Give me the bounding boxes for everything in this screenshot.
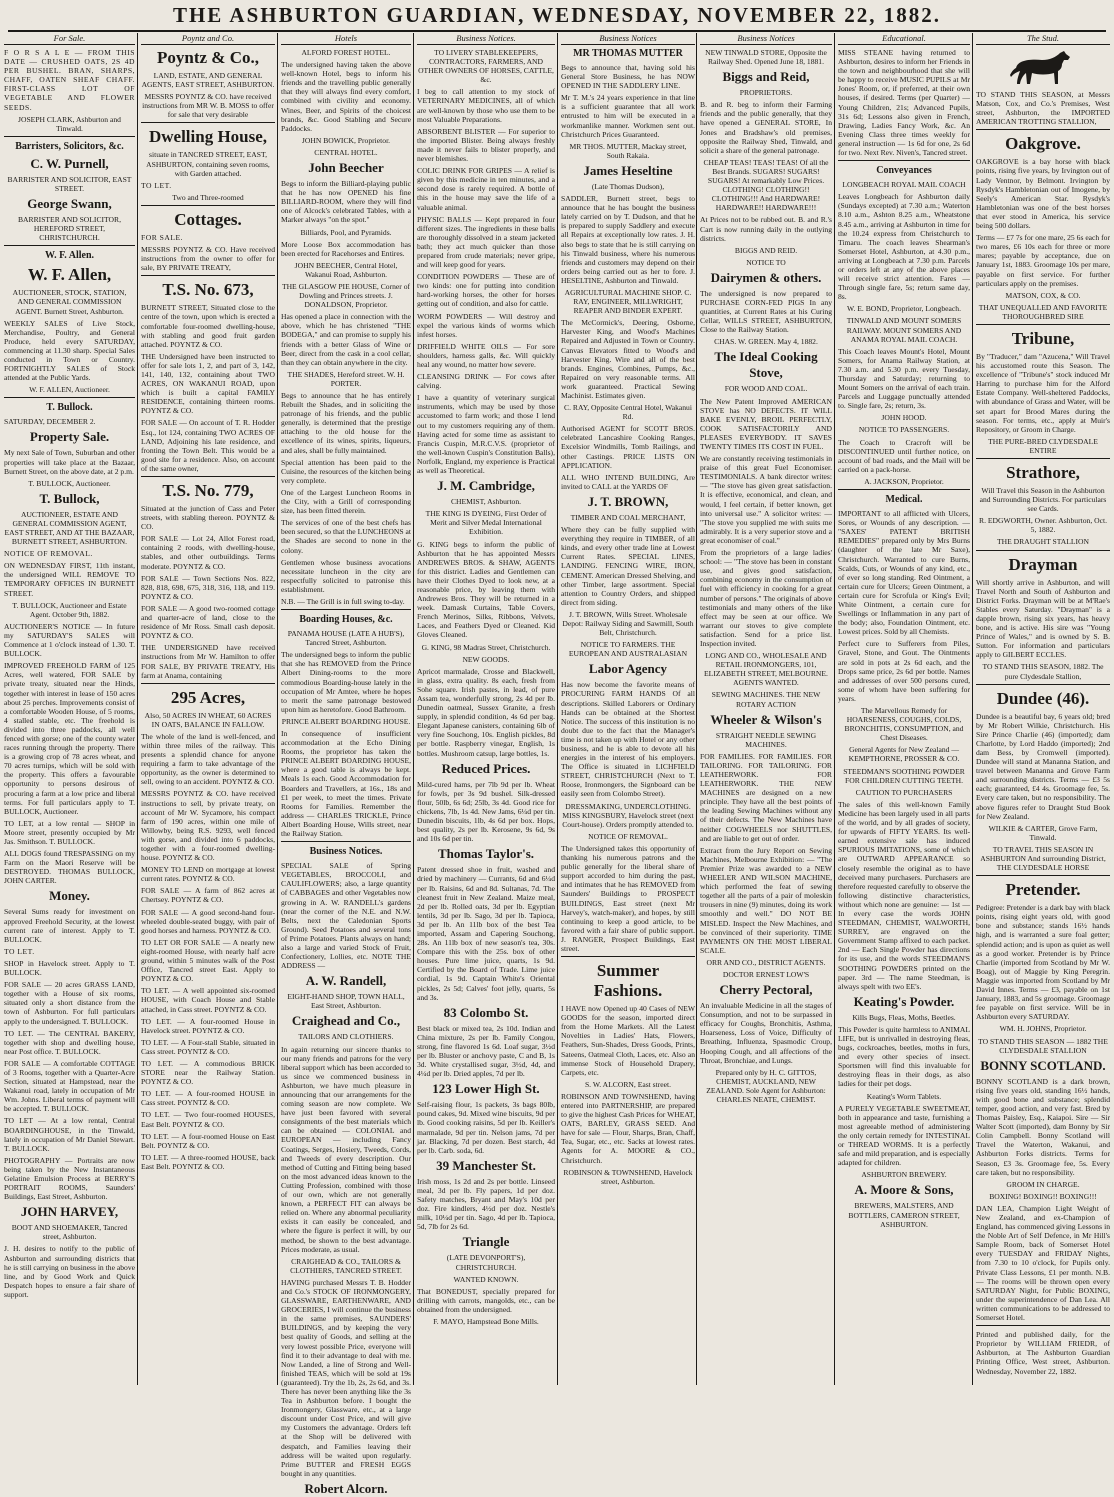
ad-text: TO LET, at a low rental — SHOP in Moore street, presently occupied by Mr Jas. Smithson. T. BULLOCK. — [4, 818, 135, 846]
ad-headline: Poyntz & Co., — [157, 48, 259, 67]
ad-text: Begs to announce that he has entirely Rebuilt the Shades, and in soliciting the patronage of his friends, and the public generally, is determined that the prestige attaching to the old house for the excellence of its wines, spirits, liqueurs, and ales, shall be fully maintained. — [281, 391, 411, 455]
ad-text: CHEMIST, Ashburton. — [450, 497, 522, 507]
ad-text: G. KING begs to inform the public of Ashburton that he has appointed Messrs ANDREWES BROS. & SHAW, AGENTS for this district. Ladies and Gentlemen can have their Clothes Dyed to look new, at a reasonable price, by leaving them with Andrewes Bros. They will be returned in a week. Damask Curtains, Table Covers, French Merinos, Silks, Ribbons, Velvets, Laces, and Feathers Dyed or Cleaned. Kid Gloves Cleaned. — [417, 539, 555, 640]
ad-text: EIGHT-HAND SHOP, TOWN HALL, East Street, Ashburton. — [287, 992, 405, 1011]
ad-text: WM. H. JOHNS, Proprietor. — [999, 1024, 1087, 1034]
ad-divider — [561, 956, 695, 957]
ad-text: AUCTIONEER'S NOTICE — In future my SATURDAY'S SALES will Commence at 1 o'clock instead of 1.30. T. BULLOCK. — [4, 621, 135, 659]
section-heading: Conveyances — [876, 165, 932, 177]
ad-headline: Reduced Prices. — [441, 760, 531, 776]
ad-text: SEWING MACHINES. THE NEW ROTARY ACTION — [711, 690, 821, 709]
ad-text: I HAVE now Opened up 40 Cases of NEW GOODS for the season, imported direct from the Home Markets. All the Latest Novelties in Ladies' Hats, Flowers, Feathers, Sun-Shades, Dress Goods, Prints, Sateens, Oatmeal Cloth, Laces, etc. Also an immense Stock of Household Drapery, Carpets, etc. — [561, 1004, 695, 1077]
ad-headline: The Ideal Cooking Stove, — [714, 349, 818, 381]
ad-headline: 39 Manchester St. — [436, 1157, 536, 1173]
ad-text: The undersigned begs to inform the public that she has REMOVED from the Prince Albert Dining-rooms to the more commodious Boarding-house lately in the occupation of Mr Amtee, where he hopes to merit the same patronage bestowed upon him as heretofore. Good Bathroom. — [281, 650, 411, 714]
ad-text: This Powder is quite harmless to ANIMAL LIFE, but is unrivalled in destroying fleas, bugs, cockroaches, beetles, moths in furs, and every other species of insect. Sportsmen will find this invaluable for destroying fleas in their dogs, as also ladies for their pet dogs. — [838, 1024, 970, 1089]
ad-headline: Money. — [49, 888, 90, 904]
column-8 — [976, 33, 1110, 1383]
ad-divider — [976, 129, 1110, 130]
ad-text: Mild-cured hams, per 7lb 9d per lb. Wheat for fowls, per 3s 9d bushel. Silk-dressed flour, 50lb, 6s 6d; 25lb, 3s 4d. Good rice for chickens, 7lb, 1s 4d. New Jams, 6¼d per tin. Dunedin biscuits, 1lb, 4s 6d per box. Hops, best quality, 2s per lb. Kerosene, 9s 6d, 9s and 10s 6d per tin. — [417, 779, 555, 844]
ad-headline: Strathore, — [1006, 463, 1080, 482]
ad-text: ROBINSON AND TOWNSHEND, having entered into PARTNERSHIP, are prepared to give the highest Cash Prices for WHEAT, OATS, BARLEY, GRASS SEED. And have for sale — Flour, Sharps, Bran, Chaff, Tea, Sugar, etc., etc. Sacks at lowest rates. Agents for A. MOORE & CO., Christchurch. — [561, 1091, 695, 1165]
ad-text: FOR SALE — A good two-roomed cottage and quarter-acre of land, close to the residence of Mr Ross. Small cash deposit. POYNTZ & CO. — [141, 603, 275, 641]
ad-text: WEEKLY SALES of Live Stock, Merchandise, Poultry, and General Produce, held every SATURDAY, commencing at 11.30 sharp. Special Sales conducted in Town or Country. FORTNIGHTLY SALES of Stock attended at the Public Yards. — [4, 318, 135, 383]
ad-text: TO LET OR FOR SALE — A nearly new eight-roomed House, with nearly half acre ground, within 5 minutes walk of the Post Office, Tancred street East. Apply to POYNTZ & CO. — [141, 937, 275, 984]
ad-text: LONGBEACH ROYAL MAIL COACH — [842, 180, 966, 190]
ad-text: HAVING purchased Messrs T. B. Hodder and Co.'s STOCK OF IRONMONGERY, GLASSWARE, EARTHENWARE, AND GROCERIES, I will continue the business in the same premises, SAUNDERS' BUILDINGS, and by keeping the very best quality of Goods, and selling at the very lowest possible Price, everyone will find it to their advantage to deal with me. Now Landed, a line of Strong and Well-finished TEAS, which will be sold at 19s (guaranteed). Try the 1b, 2s, 2s 6d, and 3s. There has never been anything like the 3s Tea in Ashburton before. I bought the Ironmongery, Glassware, etc., at a large discount under Cost Price, and will give my Customers the advantage. Orders left at the Shop will be delivered with despatch, and Families leaving their address will be waited upon regularly. Prime BUTTER and FRESH EGGS bought in any quantities. — [281, 1277, 411, 1478]
section-heading: W. F. Allen. — [45, 250, 94, 262]
ad-text: PANAMA HOUSE (LATE A HUB'S), Tancred Street, Ashburton. — [287, 629, 405, 648]
ad-text: General Agents for New Zealand — KEMPTHORNE, PROSSER & CO. — [848, 745, 960, 764]
ad-divider — [976, 875, 1110, 876]
ad-text: More Loose Box accommodation has been erected for Racehorses and Entires. — [281, 239, 411, 258]
ad-text: TO LET. — A four-roomed House in Havelock street. POYNTZ & CO. — [141, 1016, 275, 1035]
ad-text: BURNETT STREET, Situated close to the centre of the town, upon which is erected a comfortable four-roomed dwelling-house, with stabling and good fruit garden attached. POYNTZ & CO. — [141, 303, 275, 349]
ad-text: CHAS. W. GREEN. May 4, 1882. — [714, 337, 818, 347]
ad-text: NEW TINWALD STORE, Opposite the Railway Shed. Opened June 18, 1881. — [705, 48, 827, 67]
ad-divider — [141, 683, 275, 684]
ad-text: Dundee is a beautiful bay, 6 years old; bred by Mr Robert Wilkie, Christchurch. His Sire Prince Charlie (46) (imported); dam Charlotte, by Lord Haddo (imported); 2nd dam Bess, by Cromwell (imported). Dundee will stand at Mananna Station, and travel between Mananna and Grove Farm and surrounding districts. Terms — £3 5s each; guaranteed, £4 4s. Groomage fee, 5s. Every care taken, but no responsibility. The above figures refer to Draught Stud Book for New Zealand. — [976, 711, 1110, 821]
ad-text: AUCTIONEER, STOCK, STATION, AND GENERAL COMMISSION AGENT. Burnett Street, Ashburton. — [12, 288, 127, 316]
ad-text: STRAIGHT NEEDLE SEWING MACHINES. — [715, 730, 817, 749]
ad-text: TO STAND THIS SEASON, at Messrs Matson, Cox, and Co.'s Premises, West street, Ashburton, the IMPORTED AMERICAN TROTTING STALLION, — [976, 90, 1110, 127]
ad-text: IMPROVED FREEHOLD FARM of 125 Acres, well watered, FOR SALE by private treaty, situated near the Hinds, together with interest in lease of 150 acres about 25 perches. Improvements consist of a comfortable Wooden House, of 5 rooms, 4 stalled stable, etc. The freehold is divided into three paddocks, all well fenced with gorse; one of the county water races running through the property. There is a growing crop of 78 acres wheat, and 70 acres turnips, which will be sold with the property. This offers a favourable opportunity to persons desirous of procuring a farm at a low price and liberal terms. For full particulars apply to T. BULLOCK, Auctioneer. — [4, 661, 135, 816]
ad-text: THE GLASGOW PIE HOUSE, Corner of Dowling and Princes streets. J. DONALDSON, Proprietor. — [281, 281, 411, 310]
ad-text: THE SHADES, Hereford street. W. H. PORTER. — [287, 369, 405, 388]
horse-icon — [1008, 48, 1078, 88]
ad-headline: Labor Agency — [588, 661, 668, 677]
ad-text: Where they can be fully supplied with everything they require in TIMBER, of all kinds, and every other trade line at Lowest Current Rates. SPECIAL LINES, LANDING. FENCING WIRE, IRON, CEMENT. American Dressed Shelving, and other Timber, large assortment. Special attention to Country Orders, and shipped direct from siding. — [561, 525, 695, 607]
masthead-rule — [8, 30, 1106, 32]
column-divider — [413, 33, 414, 1385]
ad-divider — [838, 489, 970, 490]
ad-text: An invaluable Medicine in all the stages of Consumption, and not to be surpassed in efficacy for Coughs, Bronchitis, Asthma, Hoarseness, Loss of Voice, Difficulty of Breathing, Influenza, Spasmodic Croup, Hooping Cough, and all affections of the Throat, Bronchiae, and Lungs. — [700, 1001, 832, 1065]
ad-headline: Tribune, — [1011, 328, 1075, 348]
ad-text: (LATE DEVONPORT'S), CHRISTCHURCH. — [446, 1253, 526, 1272]
ad-text: MISS STEANE having returned to Ashburton, desires to inform her Friends in the town and neighbourhood that she will be happy to receive MUSIC PUPILS at Mr Jones' Room, or, if preferred, at their own houses, if desired. Terms (per Quarter) — Young Children, 21s; Advanced Pupils, 31s 6d; Lessons also given in French, Drawing, Ladies Fancy Work, &c. An Evening Class three times weekly for general instruction — 1s 6d for one, 2s 6d for two. Next Rev. Niven's, Tancred street. — [838, 48, 970, 158]
section-heading: Boarding Houses, &c. — [299, 614, 393, 626]
ad-divider — [976, 684, 1110, 685]
ad-text: ORR AND CO., DISTRICT AGENTS. — [706, 957, 826, 967]
section-heading: Medical. — [885, 494, 923, 506]
ad-text: JOHN BOWICK, Proprietor. — [301, 135, 391, 145]
ad-text: situate in TANCRED STREET, EAST, ASHBURTON, containing seven rooms, with Garden attached. — [146, 150, 270, 178]
ad-text: By "Traducer," dam "Azucena," Will Travel his accustomed route this Season. The excellence of "Tribune's" stock induced Mr Harring to purchase him for the Alford Estate Company. Well-sheltered Paddocks, with abundance of Grass and Water, will be set apart for Brood Mares during the season. For terms, etc., apply at Muir's Repository, or Groom in Charge. — [976, 351, 1110, 434]
column-4 — [417, 33, 555, 1383]
ad-headline: J. T. BROWN, — [587, 493, 669, 509]
ad-text: NOTICE TO FARMERS. THE EUROPEAN AND AUSTRALASIAN — [568, 640, 688, 659]
ad-headline: T. Bullock, — [39, 490, 100, 506]
ad-text: JOHN HOOD. — [881, 413, 927, 423]
ad-text: N.B. — The Grill is in full swing to-day. — [281, 596, 405, 606]
section-heading: Barristers, Solicitors, &c. — [15, 140, 124, 152]
ad-text: THE PURE-BRED CLYDESDALE ENTIRE — [988, 436, 1098, 455]
ad-text: BARRISTER AND SOLICITOR, EAST STREET. — [7, 174, 132, 193]
column-heading: Hotels — [281, 33, 411, 45]
ad-headline: George Swann, — [27, 196, 112, 212]
ad-text: Printed and published daily, for the Proprietor by WILLIAM FRIEDR, of Ashburton, at The Ashburton Guardian Printing Office, West street, Ashburton. Wednesday, November 22, 1882. — [976, 1330, 1110, 1376]
ad-text: PHOTOGRAPHY — Portraits are now being taken by the New Instantaneous Gelatine Emulsion Process at BERRY'S PORTRAIT ROOMS, Saunders' Buildings, East Street, Ashburton. — [4, 1155, 135, 1202]
ad-text: At Prices not to be rubbed out. B. and R.'s Cart is now running daily in the outlying districts. — [700, 215, 832, 243]
ad-text: The Coach to Cracroft will be DISCONTINUED until further notice, on account of bad roads, and the Mail will be carried on a pack-horse. — [838, 437, 970, 474]
ad-headline: T.S. No. 673, — [162, 280, 254, 300]
ad-text: MATSON, COX, & CO. — [1005, 290, 1081, 300]
ad-text: The whole of the land is well-fenced, and within three miles of the railway. This presents a splendid chance for anyone requiring a farm to take advantage of the opportunity, as the owner is determined to sell, owing to an accident. POYNTZ & CO. — [141, 731, 275, 787]
ad-text: Extract from the Jury Report on Sewing Machines, Melbourne Exhibition: — "The Premier Prize was awarded to a NEW WHEELER AND WILSON MACHINE, which performed the feat of sewing together all the parts of a pair of moleskin trousers in nine (9) minutes, doing its work smoothly and well." DO NOT BE MISLED. Inspect the New Machines, and be convinced of their superiority. TIME PAYMENTS ON THE MOST LIBERAL SCALE. — [700, 845, 832, 955]
ad-text: One of the Largest Luncheon Rooms in the City, with a Grill of corresponding size, has been fitted therein. — [281, 487, 411, 516]
ad-headline: Robert Alcorn. — [304, 1480, 388, 1496]
ad-text: JOHN BEECHER, Central Hotel, Wakanui Road, Ashburton. — [294, 260, 398, 279]
ad-text: FOR SALE — A farm of 862 acres at Chertsey. POYNTZ & CO. — [141, 886, 275, 905]
ad-text: NEW GOODS. — [462, 654, 510, 664]
ad-text: OAKGROVE is a bay horse with black points, rising five years, by Irvington out of Lady Ventnor, by Belmont. Irvington by Rysdyk's Hambletonian out of Imogene, by Seely's American Star. Rysdyk's Hambletonian was one of the best horses that ever stood in America, his service being 500 dollars. — [976, 157, 1110, 231]
ad-text: Keating's Worm Tablets. — [866, 1091, 942, 1101]
ad-text: Perfect cure to Sufferers from Piles, Gravel, Stone, and Gout. The Ointments are sold in pots at 2s 6d each, and the Drops same price, 2s 6d per bottle. Names and addresses of over 500 persons cured, some of whom have been suffering for years. — [838, 639, 970, 703]
ad-text: FOR SALE — On account of T. R. Hodder Esq., lot 124, containing TWO ACRES OF LAND, Adjoining his late residence, and fronting the Town Belt. This would be a good site for a residence. Also, on account of the same owner, — [141, 418, 275, 473]
ad-text: Self-raising flour, 1s packets, 3s bags 80lb, pound cakes, 9d. Mixed wine biscuits, 9d per lb. Good cooking raisins, 5d per lb. Keiller's marmalade, 9d per tin. Nelson jams, 7d per jar. Blacking, 7d per dozen. Best starch, 4d per lb. Carb. soda, 6d. — [417, 1100, 555, 1155]
ad-text: FOR WOOD AND COAL. — [724, 384, 808, 394]
ad-text: The sales of this well-known Family Medicine has been largely used in all parts of the world, and by all grades of society, for upwards of FIFTY YEARS. Its well-earned extensive sale has induced SPURIOUS IMITATIONS, some of which are OUTWARD APPEARANCE so closely resemble the original as to have deceived many purchasers. Purchasers are therefore requested carefully to observe the following distinctive characteristics, without which none are genuine: — 1st — In every case the words JOHN STEEDMAN, CHEMIST, WALWORTH, SURREY, are engraved on the Government Stamp affixed to each packet. 2nd — Each Single Powder has directions for its use, and the words STEEDMAN'S SOOTHING POWDERS printed on the paper. 3rd — The name Steedman, is always spelt with two EE's. — [838, 799, 970, 991]
ad-text: TO STAND THIS SEASON — 1882 THE CLYDESDALE STALLION — [978, 1036, 1108, 1055]
column-3 — [281, 33, 411, 1496]
ad-text: FOR SALE. — [141, 232, 184, 242]
ad-text: TO LET. — [4, 946, 35, 956]
column-heading: Business Notices. — [417, 33, 555, 45]
ad-text: NOTICE TO — [746, 257, 786, 267]
ad-text: MONEY TO LEND on mortgage at lowest current rates. POYNTZ & CO. — [141, 865, 275, 884]
column-divider — [137, 33, 138, 1385]
ad-text: T. BULLOCK, Auctioneer and Estate Agent. October 9th, 1882. — [12, 600, 127, 619]
ad-text: Mr T. M.'s 24 years experience in that line is a sufficient guarantee that all work entrusted to him will be executed in a workmanlike manner. Workmen sent out. Christchurch Prices Guaranteed. — [561, 93, 695, 139]
ad-headline: Thomas Taylor's. — [437, 846, 535, 862]
ad-text: MR THOS. MUTTER, Mackay street, South Rakaia. — [569, 141, 687, 160]
ad-text: PROPRIETORS. — [739, 88, 793, 98]
ad-text: CAUTION TO PURCHASERS — [855, 787, 953, 797]
ad-text: TINWALD AND MOUNT SOMERS RAILWAY. MOUNT SOMERS AND ANAMA ROYAL MAIL COACH. — [846, 316, 962, 344]
column-heading: The Stud. — [976, 33, 1110, 45]
ad-headline: Cottages. — [174, 209, 242, 229]
column-1 — [4, 33, 135, 1383]
ad-text: The Undersigned takes this opportunity of thanking his numerous patrons and the public generally for the liberal share of support accorded to him during the past, and intimates that he has REMOVED from Saunders' Buildings to PROSPECT BUILDINGS, East street (next Mr Harvey's, watch-maker), and hopes, by still continuing to keep a good article, to be favored with a fair share of public support. J. RANGER, Prospect Buildings, East street. — [561, 843, 695, 953]
ad-divider — [141, 205, 275, 206]
ad-text: TIMBER AND COAL MERCHANT, — [570, 512, 686, 522]
ad-text: S. W. ALCORN, East street. — [584, 1079, 672, 1089]
ad-headline: Wheeler & Wilson's — [710, 711, 822, 727]
ad-headline: W. F. Allen, — [27, 265, 112, 285]
ad-headline: BONNY SCOTLAND. — [980, 1057, 1106, 1073]
ad-text: ROBINSON & TOWNSHEND, Havelock street, Ashburton. — [563, 1167, 693, 1186]
ad-text: TO LET — At a low rental, Central BOARDINGHOUSE, in the Tinwald, lately in occupation of Mr Daniel Stewart. T. BULLOCK. — [4, 1116, 135, 1153]
ad-text: Has opened a place in connection with the above, which he has christened "THE BODEGA," and can promise to supply his friends with a better Glass of Wine or Beer, direct from the cask in a cool cellar, than they can obtain anywhere in the city. — [281, 312, 411, 367]
ad-text: PRINCE ALBERT BOARDING HOUSE. — [281, 716, 411, 726]
ad-text: TO STAND THIS SEASON, 1882. The pure Clydesdale Stallion, — [982, 662, 1104, 681]
ad-divider — [976, 324, 1110, 325]
ad-headline: 295 Acres, — [170, 687, 246, 707]
ad-text: Pedigree: Pretender is a dark bay with black points, rising eight years old, with good bone and substance; stands 16½ hands high, and is warranted a sure foal getter; splendid action; and is upon as quiet as well as a good worker. Pretender is by Prince Charlie (imported from Scotland by Mr W. Boag), out of Maggie by King Peregrin. Maggie was imported from Scotland by Mr David Innes. Terms — £3, payable on 1st January, 1883, and 5s groomage. Groomage fee payable on first service. Will be in Ashburton every SATURDAY. — [976, 903, 1110, 1022]
ad-text: Begs to inform the Billiard-playing public that he has now OPENED his fine BILLIARD-ROOM, where they will find one of Alcock's celebrated Tables, with a Marker always "on the spot." — [281, 179, 411, 225]
ad-text: BARRISTER AND SOLICITOR, HEREFORD STREET, CHRISTCHURCH. — [17, 215, 122, 243]
ad-divider — [141, 122, 275, 123]
section-heading: T. Bullock. — [46, 402, 93, 414]
column-2 — [141, 33, 275, 1383]
ad-text: Several Sums ready for investment on approved Freehold Security, at the lowest current rate of interest. Apply to T. BULLOCK. — [4, 907, 135, 944]
ad-text: NOTICE OF REMOVAL. — [4, 549, 93, 559]
ad-headline: Dwelling House, — [148, 127, 268, 147]
ad-text: CRAIGHEAD & CO., TAILORS & CLOTHIERS, TANCRED STREET. — [290, 1256, 402, 1275]
ad-headline: J. M. Cambridge, — [437, 478, 535, 494]
ad-headline: 83 Colombo St. — [443, 1004, 529, 1020]
ad-text: That BONEDUST, specially prepared for drilling with carrots, mangolds, etc., can be obtained from the undersigned. — [417, 1286, 555, 1314]
ad-text: ASHBURTON BREWERY. — [861, 1170, 947, 1180]
ad-text: Best black or mixed tea, 2s 10d. Indian and China mixture, 2s per lb. Family Congou, strong, fine flavored 1s 6d. Loaf sugar, 3½d per lb. Bluster or anchovy paste, C and B, 1s 3d. White crystallised sugar, 3½d, 4d, and 4¼d per lb. Dried apples, 7d per lb. — [417, 1023, 555, 1079]
ad-divider — [4, 245, 135, 246]
ad-text: BOOT AND SHOEMAKER, Tancred street, Ashburton. — [11, 1223, 128, 1242]
ad-text: Begs to announce that, having sold his General Store Business, he has NOW OPENED IN THE SADDLERY LINE. — [561, 63, 695, 91]
ad-text: F O R S A L E — FROM THIS DATE — CRUSHED OATS, 2S 4D PER BUSHEL. BRAN, SHARPS, CHAFF, OATEN SHEAF CHAFF. FIRST-CLASS LOT OF VEGETABLE AND FLOWER SEEDS. — [4, 48, 135, 112]
ad-headline: Drayman — [1008, 554, 1078, 574]
ad-text: TO LET. — A commodious BRICK STORE near the Railway Station. POYNTZ & CO. — [141, 1058, 275, 1087]
ad-headline: Dundee (46). — [996, 688, 1090, 708]
ad-text: (Late Thomas Dudson), — [591, 181, 665, 191]
ad-text: Kills Bugs, Fleas, Moths, Beetles. — [852, 1012, 956, 1022]
ad-text: THAT UNEQUALLED AND FAVORITE THOROUGHBRED SIRE — [978, 302, 1108, 321]
ad-text: A. JACKSON, Proprietor. — [864, 476, 944, 486]
ad-headline: JOHN HARVEY, — [20, 1204, 119, 1220]
ad-text: J. H. desires to notify to the public of Ashburton and surrounding districts that he is still carrying on business in the above line, and by Good Work and Quick Despatch hopes to ensure a fair share of support. — [4, 1244, 135, 1299]
ad-text: ALL WHO INTEND BUILDING, Are invited to CALL at the YARDS OF — [561, 472, 695, 491]
ad-headline: A. W. Randell, — [305, 973, 387, 989]
ad-text: The New Patent Improved AMERICAN STOVE has NO DEFECTS. IT WILL BAKE EVENLY, BROIL PERFECTLY, COOK SATISFACTORILY AND PLEASES EVERYBODY. IT SAVES TWENTY TIMES ITS COST IN FUEL. — [700, 396, 832, 451]
ad-text: BREWERS, MALSTERS, AND BOTTLERS, CAMERON STREET, ASHBURTON. — [848, 1201, 960, 1229]
ad-text: Authorised AGENT for SCOTT BROS. celebrated Lancashire Cooking Ranges, Excelsior Windmills, Tomb Railings, and other Castings. PRICE LISTS ON APPLICATION. — [561, 424, 695, 470]
ad-text: FOR SALE — A good second-hand four-wheeled double-seated buggy, with pair of good horses and harness. POYNTZ & CO. — [141, 907, 275, 935]
ad-headline: John Beecher — [308, 160, 384, 176]
ad-text: TO LET. — A three-roomed HOUSE, back East Belt. POYNTZ & CO. — [141, 1152, 275, 1171]
ad-text: Irish moss, 1s 2d and 2s per bottle. Linseed meal, 3d per lb. Fly papers, 1d per doz. Safety matches, Bryant and May's 10d per doz. Fire kindlers, 4½d per doz. Nestle's milk, 10¼d per tin. Sago, 4d per lb. Tapioca, 5d, 7lb for 2s 6d. — [417, 1176, 555, 1232]
ad-text: LAND, ESTATE, AND GENERAL AGENTS, EAST STREET, ASHBURTON. — [141, 71, 275, 90]
ad-headline: Keating's Powder. — [853, 993, 955, 1009]
ad-text: C. RAY, Opposite Central Hotel, Wakanui Rd. — [564, 403, 692, 422]
ad-text: This Coach leaves Mount's Hotel, Mount Somers, for Anama Railway Station, at 7.30 a.m. and 5.30 p.m. every Tuesday, Thursday and Saturday; returning to Mount Somers on the arrival of each train. Parcels and Luggage punctually attended to. Single fare, 2s; return, 3s. — [838, 346, 970, 411]
ad-text: SPECIAL SALE of Spring VEGETABLES, BROCCOLI, and CAULIFLOWERS; also, a large quantity of CABBAGES and other Vegetables now growing in A. W. RANDELL's gardens (near the corner of the N.E. and N.W. Belts, next the Caledonian Sports Ground). Seed Potatoes and several tons of Prime Potatoes. Plants always on hand; also a large and varied Stock of Fruit, Confectionery, Lollies, etc. NOTE THE ADDRESS — — [281, 861, 411, 971]
column-divider — [696, 33, 697, 1385]
ad-text: ON WEDNESDAY FIRST, 11th instant, the undersigned WILL REMOVE TO TEMPORARY OFFICES IN BURNETT STREET. — [4, 561, 135, 598]
ad-divider — [4, 397, 135, 398]
ad-divider — [976, 458, 1110, 459]
ad-text: TO LET. — Two four-roomed HOUSES, East Belt. POYNTZ & CO. — [141, 1110, 275, 1129]
ad-text: LONG AND CO., WHOLESALE AND RETAIL IRONMONGERS, 101, ELIZABETH STREET, MELBOURNE. AGENTS WANTED. — [704, 651, 828, 688]
ad-text: SATURDAY, DECEMBER 2. — [4, 417, 96, 427]
ad-text: ALL DOGS found TRESPASSING on my Farm on the Maori Reserve will be DESTROYED. THOMAS BULLOCK, JOHN CARTER. — [4, 849, 135, 886]
ad-headline: T.S. No. 779, — [162, 481, 254, 500]
ad-headline: Pretender. — [1005, 880, 1081, 900]
ad-text: CHEAP TEAS! TEAS! TEAS! Of all the Best Brands. SUGARS! SUGARS! SUGARS! At remarkably Low Prices. CLOTHING! CLOTHING!! CLOTHING!!! And HARDWARE! HARDWARE!! HARDWARE!!! — [703, 157, 829, 213]
ad-text: FOR SALE — 20 acres GRASS LAND, together with a House of six rooms, situated only a short distance from the town of Ashburton. For full particulars apply to the undersigned. T. BULLOCK. — [4, 980, 135, 1026]
section-heading: MR THOMAS MUTTER — [573, 48, 683, 59]
ad-text: THE KING IS DYEING, First Order of Merit and Silver Medal International Exhibition. — [425, 509, 547, 537]
ad-text: NOTICE TO PASSENGERS. — [858, 425, 950, 435]
ad-text: FOR SALE — Lot 24, Allot Forest road, containing 2 roods, with dwelling-house, stables, and other outbuildings. Terms moderate. POYNTZ & CO. — [141, 534, 275, 571]
column-divider — [834, 33, 835, 1385]
ad-text: Also, 50 ACRES IN WHEAT, 60 ACRES IN OATS, BALANCE IN FALLOW. — [144, 710, 272, 729]
ad-divider — [141, 476, 275, 477]
ad-text: MESSRS POYNTZ & CO. Have received instructions from the owner to offer for sale, BY PRIVATE TREATY, — [141, 245, 275, 273]
ad-text: FOR SALE — Town Sections Nos. 822, 828, 818, 698, 675, 318, 316, 118, and 119. POYNTZ & CO. — [141, 573, 275, 601]
ad-text: The undersigned is now prepared to PURCHASE CORN-FED PIGS In any quantities, at Current Rates at his Curing Cellar, WILLS STREET, ASHBURTON, Close to the Railway Station. — [700, 288, 832, 335]
ad-text: THE DRAUGHT STALLION — [996, 537, 1090, 547]
ad-text: SHOP in Havelock street. Apply to T. BULLOCK. — [4, 958, 135, 978]
ad-text: ABSORBENT BLISTER — For superior to the imported Blister. Being always freshly made it never fails to blister properly, and never blemishes. — [417, 126, 555, 164]
ad-text: In consequence of insufficient accommodation at the Echo Dining Rooms, the proprietor has taken the PRINCE ALBERT BOARDING HOUSE, where a good table is always be kept. Meals 1s each. Good Accommodation for Boarders and Travellers, at 16s., 18s and £1 per week, to meet the times. Private Rooms for Families. Remember the address — CHARLES TRICKLE, Prince Albert Boarding House, Wills street, near the Railway Station. — [281, 729, 411, 839]
ad-text: TO LET. — A four-roomed House on East Belt. POYNTZ & CO. — [141, 1131, 275, 1150]
ad-text: Will Travel this Season in the Ashburton and Surrounding Districts. For particulars see Cards. — [979, 486, 1107, 514]
ad-text: The services of one of the best chefs has been secured, so that the LUNCHEONS at the Shades are second to none in the colony. — [281, 518, 411, 555]
ad-text: Leaves Longbeach for Ashburton daily (Sundays excepted) at 7.30 a.m.; Waterton 8.10 a.m., Ashton 8.25 a.m., Wheatstone 8.45 a.m., arriving at Ashburton in time for the 10.24 express from Christchurch to Timaru. The coach leaves Shearman's Somerset Hotel, Ashburton, at 4.30 p.m., arriving at Longbeach at 7.30 p.m. Parcels or orders left at any of the above places will receive strict attention. Fares — Through single fare, 5s; return same day, 8s. — [838, 192, 970, 302]
ad-text: PHYSIC BALLS — Kept prepared in four different sizes. The ingredients in these balls are thoroughly dissolved in a steam jacketed bath; they act much quicker than those prepared from crude materials; never gripe, and will keep good for years. — [417, 214, 555, 270]
ad-text: CENTRAL HOTEL. — [314, 147, 378, 157]
column-divider — [972, 33, 973, 1385]
ad-headline: Triangle — [462, 1234, 510, 1250]
ad-text: DRESSMAKING, UNDERCLOTHING. MISS KINGSBURY, Havelock street (next Court-house). Orders promptly attended to. — [562, 801, 694, 829]
ad-text: From the proprietors of a large ladies' school: — "The stove has been in constant use, and gives good satisfaction, combining economy in the consumption of fuel with efficiency in cooking for a great number of persons." The originals of above testimonials and many others of the like effect may be seen at our office. We warrant our stoves to give complete satisfaction. Send for a price list. Inspection invited. — [700, 548, 832, 648]
ad-text: G. KING, 98 Madras Street, Christchurch. — [421, 642, 551, 652]
ad-text: Prepared only by H. C. GITTOS, CHEMIST, AUCKLAND, NEW ZEALAND. Sole Agent for Ashburton: CHARLES NEATE, CHEMIST. — [706, 1067, 826, 1104]
ad-divider — [838, 160, 970, 161]
ad-text: MESSRS POYNTZ & CO. have received instructions to sell, by private treaty, on account of Mr W. Sycamore, his compact farm of 190 acres, within one mile of Willowby, being R.S. 9293, well fenced with gorse, and divided into 6 paddocks, together with a four-roomed dwelling-house. POYNTZ & CO. — [141, 789, 275, 863]
ad-text: The undersigned having taken the above well-known Hotel, begs to inform his friends and the travelling public generally that they will always find every comfort, combined with civility and economy. Wines, Beer, and Spirits of the choicest brands, &c. Good Stabling and Secure Paddocks. — [281, 60, 411, 133]
ad-headline: Craighead and Co., — [291, 1013, 401, 1029]
ad-text: MESSRS POYNTZ & CO. have received instructions from MR W. B. MOSS to offer for sale that very desirable — [142, 92, 274, 120]
ad-text: The McCormick's, Deering, Osborne, Harvester King, and Wood's Machines Repaired and Adjusted in Town or Country. Canvas Elevators fitted to Wood's and Harvester King. Wire and all of the best brands. Engines, Combines, Pumps, &c., Repaired on very reasonable terms. All work guaranteed. Practical Sewing Machinist. Estimates given. — [561, 318, 695, 400]
ad-headline: James Heseltine — [583, 162, 673, 178]
section-heading: Business Notices. — [309, 846, 383, 858]
ad-text: We are constantly receiving testimonials in praise of this great Fuel Economiser. TESTIMONIALS. A bank director writes: — "The stove has given great satisfaction. It is effective, economical, and clean, and would, I feel certain, if better known, get into universal use." A solicitor writes: — "The stove you supplied me with suits me admirably. It is a very superior stove and a great economiser of coal." — [700, 454, 832, 545]
column-heading: Educational. — [838, 33, 970, 45]
ad-text: JOSEPH CLARK, Ashburton and Tinwald. — [18, 114, 121, 133]
ad-headline: Biggs and Reid, — [722, 69, 810, 85]
ad-text: CONDITION POWDERS — These are of two kinds: one for putting into condition hard-working horses, the other for horses getting out of condition, and also for cattle. — [417, 272, 555, 309]
ad-divider — [141, 275, 275, 276]
ad-headline: A. Moore & Sons, — [854, 1182, 954, 1198]
ad-text: COLIC DRINK FOR GRIPES — A relief is given by this medicine in ten minutes, and a second dose is rarely required. A bottle of this in the house may save the life of a valuable animal. — [417, 166, 555, 212]
masthead-title: THE ASHBURTON GUARDIAN, WEDNESDAY, NOVEMBER 22, 1882. — [172, 3, 942, 27]
ad-text: TO LET. — A Four-stall Stable, situated in Cass street. POYNTZ & CO. — [141, 1037, 275, 1056]
ad-headline: Dairymen & others. — [710, 269, 822, 285]
ad-text: TO TRAVEL THIS SEASON IN ASHBURTON And surrounding District, THE CLYDESDALE HORSE — [980, 844, 1106, 873]
ad-text: Special attention has been paid to the Cuisine, the resources of the kitchen being very complete. — [281, 457, 411, 485]
ad-text: Gentlemen whose business avocations necessitate luncheon in the city are respectfully solicited to patronise this establishment. — [281, 557, 411, 594]
ad-text: SADDLER, Burnett street, begs to announce that he has bought the business lately carried on by T. Dudson, and that he is prepared to supply Saddlery and execute all Repairs at exceptionally low rates. J. H. also begs to state that he is still carrying on his Tinwald business, where his numerous friends and customers may depend on their orders being carried out as her to fore. J. HESELTINE, Ashburton and Tinwald. — [561, 194, 695, 285]
ad-text: WILKIE & CARTER, Grove Farm, Tinwald. — [988, 823, 1098, 842]
ad-text: T. BULLOCK, Auctioneer. — [28, 478, 111, 488]
ad-text: Billiards, Pool, and Pyramids. — [300, 227, 392, 237]
ad-headline: C. W. Purnell, — [30, 155, 109, 171]
ad-text: Two and Three-roomed — [172, 192, 244, 202]
ad-text: FOR SALE — A comfortable COTTAGE of 3 Rooms, together with a Quarter-Acre Section, situated at Hampstead, near the Wakanui road, lately in occupation of Mr Wm. Johns. Liberal terms of payment will be accepted. T. BULLOCK. — [4, 1058, 135, 1114]
column-6 — [700, 33, 832, 1383]
ad-text: F. MAYO, Hampstead Bone Mills. — [433, 1316, 539, 1326]
section-rule — [976, 1325, 1110, 1326]
ad-text: AUCTIONEER, ESTATE AND GENERAL COMMISSION AGENT, EAST STREET, AND AT THE BAZAAR, BURNETT STREET, ASHBURTON. — [4, 509, 135, 547]
ad-headline: Oakgrove. — [1005, 134, 1081, 154]
column-heading: Business Notices — [700, 33, 832, 45]
column-heading: For Sale. — [4, 33, 135, 45]
column-7 — [838, 33, 970, 1383]
ad-text: TO LET. — The CENTRAL BAKERY, together with shop and dwelling house, near Post office. T. BULLOCK. — [4, 1028, 135, 1056]
ad-text: W. F. ALLEN, Auctioneer. — [29, 385, 110, 395]
ad-text: In again returning our sincere thanks to our many friends and patrons for the very liberal support which has been accorded to us since we commenced business in Ashburton, we have much pleasure in announcing that our arrangements for the coming season are now complete. We have just been favored with several consignments of the best materials which can be obtained — COLONIAL and EUROPEAN — including Fancy Coatings, Serges, Hosiery, Tweeds, Cords, and Tweeds of every description. Our method of Cutting and Fitting being based on the most advanced ideas known to the Cutting Profession, combined with those of our own, which are not generally known, a PERFECT FIT can always be relied on. Where any abnormal peculiarity exists it can easily be concealed, and where the figure is perfect it will, by our method, be shown to the best advantage. Prices moderate, as usual. — [281, 1044, 411, 1254]
ad-text: DOCTOR ERNEST LOW'S — [722, 969, 810, 979]
ad-text: BOXING! BOXING!! BOXING!!! — [989, 1191, 1097, 1201]
ad-text: GROOM IN CHARGE. — [1006, 1179, 1080, 1189]
ad-text: I beg to call attention to my stock of VETERINARY MEDICINES, all of which are well-known by those who use them to be most Valuable Preparations. — [417, 87, 555, 124]
ad-text: ALFORD FOREST HOTEL. — [301, 48, 391, 57]
ad-text: Apricot marmalade, Crosse and Blackwell, in glass, extra quality. 8s each, fresh from Sohe square. Irish pastes, in lead, of pure Assam tea, wonderfully strong, 2s 4d per lb. Dunedin oatmeal, Sussex Granite, a fresh supply, in splendid condition, 4s 6d per bag. Elegant Japanese canisters, containing 6lb of very fine Souchong, 10s. English pickles, 8d per bottle. Raspberry vinegar, English, 1s bottles. Mushroom catsup, large bottles, 1s. — [417, 666, 555, 758]
ad-text: FOR FAMILIES. FOR FAMILIES. FOR TAILORING. FOR TAILORING. FOR LEATHERWORK. FOR LEATHERWORK. THE NEW MACHINES are designed on a new principle. They have all the best points of the leading Sewing Machines without any of their defects. The New Machines have neither COGWHEELS nor SHUTTLES, and are liable to get out of order. — [700, 751, 832, 843]
ad-text: I have a quantity of veterinary surgical instruments, which may be used by those accustomed to farm work; and those I lend out to my customers requiring any of them. Having acted for some time as assistant to Francis Cuspin, M.R.C.V.S. (proprietor of the well-known Cuspin's Constitution Balls), Norfolk, England, my experience is Practical as well as Theoretical. — [417, 393, 555, 476]
ad-headline: 123 Lower High St. — [432, 1081, 540, 1097]
ad-divider — [976, 550, 1110, 551]
ad-divider — [281, 841, 411, 842]
ad-divider — [4, 136, 135, 137]
ad-text: THE Undersigned have been instructed to offer for sale lots 1, 2, and part of 3, 142, 141, 140, 132, containing about TWO ACRES, ON WAKANUI ROAD, upon which is built a capital FAMILY RESIDENCE, containing thirteen rooms. POYNTZ & CO. — [141, 351, 275, 416]
ad-text: My next Sale of Town, Suburban and other properties will take place at the Bazaar, Burnett Street, on the above date, at 2 p.m. — [4, 448, 135, 476]
ad-text: Terms — £7 7s for one mare, 25 6s each for two mares, £6 10s each for three or more mares; payable by acceptance, due on January 1st, 1883. Groomage 10s per mare, payable on first service. For further particulars apply on the premises. — [976, 233, 1110, 288]
ad-text: NOTICE OF REMOVAL. — [588, 831, 668, 841]
ad-text: STEEDMAN'S SOOTHING POWDER FOR CHILDREN CUTTING TEETH. — [843, 766, 965, 785]
ad-text: Situated at the junction of Cass and Peter streets, with stabling thereon. POYNTZ & CO. — [141, 504, 275, 532]
ad-headline: Cherry Pectoral, — [719, 982, 813, 998]
ad-text: DRIFFIELD WHITE OILS — For sore shoulders, harness galls, &c. Will quickly heal any wound, no matter how severe. — [417, 341, 555, 369]
ad-text: TO LET. — A well appointed six-roomed HOUSE, with Coach House and Stable attached, in Cass street. POYNTZ & CO. — [141, 986, 275, 1014]
ad-text: The Marvellous Remedy for HOARSENESS, COUGHS, COLDS, BRONCHITIS, CONSUMPTION, and Chest Diseases. — [844, 706, 964, 743]
ad-text: Will shortly arrive in Ashburton, and will Travel North and South of Ashburton and District Forks. Drayman will be at M'Rae's Stables every Saturday. "Drayman" is a dapple brown, rising six years, has heavy bone, and is active. His sire was "Young Prince of Wales," and is owned by S. B. Sutton. For information and particulars apply to GILBERT ECCLES. — [976, 577, 1110, 660]
ad-text: BIGGS AND REID. — [734, 245, 798, 255]
column-divider — [277, 33, 278, 1385]
ad-headline: Property Sale. — [29, 429, 110, 445]
ad-text: B. and R. beg to inform their Farming friends and the public generally, that they have opened a GENERAL STORE, In Jones and Bradshaw's old premises, opposite the Railway Shed, Tinwald, and solicit a share of the general patronage. — [700, 100, 832, 155]
ad-text: AGRICULTURAL MACHINE SHOP. C. RAY, ENGINEER, MILLWRIGHT, REAPER AND BINDER EXPERT. — [564, 287, 692, 316]
ad-text: TO LIVERY STABLEKEEPERS, CONTRACTORS, FARMERS, AND OTHER OWNERS OF HORSES, CATTLE, &c. — [418, 48, 554, 85]
ad-text: A PURELY VEGETABLE SWEETMEAT, both in appearance and taste, furnishing a most agreeable method of administering the only certain remedy for INTESTINAL or THREAD WORMS. It is a perfectly safe and mild preparation, and is especially adapted for children. — [838, 1103, 970, 1168]
ad-text: CLEANSING DRINK — For cows after calving. — [417, 372, 555, 391]
column-5 — [561, 33, 695, 1383]
ad-text: WORM POWDERS — Will destroy and expel the various kinds of worms which infest horses. — [417, 311, 555, 339]
ad-text: BONNY SCOTLAND is a dark brown, rising five years old, standing 16½ hands, with good bone and substance; splendid temper, good action, and very fast. Bred by Thomas Paisley, Esq., Kaiapoi. Sire — Sir Walter Scott (imported), dam Bonny by Sir Colin Campbell. Bonny Scotland will Travel the Waterton, Wakanui, and Ashburton Forks districts. Terms for Season, £3 3s. Groomage fee, 5s. Every care taken, but no responsibility. — [976, 1076, 1110, 1177]
ad-text: R. EDGWORTH, Owner. Ashburton, Oct. 5, 1882. — [979, 516, 1107, 535]
ad-text: W. E. BOND, Proprietor, Longbeach. — [847, 304, 961, 314]
ad-text: DAN LEA, Champion Light Weight of New Zealand, and ex-Champion of England, has commenced giving Lessons in the Noble Art of Self Defence, in Mr Hill's Sample Room, back of Somerset Hotel every TUESDAY and FRIDAY Nights, from 7.30 to 10 o'clock, for Pupils only. Private Class Lessons, £1 per month. N.B. — The rooms will be thrown open every SATURDAY Night, for Public BOXING, under the superintendence of Dan Lea. All written communications to be addressed to Somerset Hotel. — [976, 1203, 1110, 1323]
ad-text: J. T. BROWN, Wills Street. Wholesale Depot: Railway Siding and Sawmill, South Belt, Christchurch. — [562, 609, 694, 638]
column-heading: Business Notices — [561, 33, 695, 45]
ad-divider — [281, 609, 411, 610]
column-heading: Poyntz and Co. — [141, 33, 275, 45]
ad-text: WANTED KNOWN. — [453, 1274, 519, 1284]
ad-text: Patent dressed shoe in fruit, washed and dried by machinery — Currants, 6d and 6¼d per lb. Raisins, 6d and 8d. Sultanas, 7d. The cleanest fruit in New Zealand. Maize meal, 2d per lb. Rolled oats, 3d per lb. Egyptian lentils, 3d per lb. Sago, 3d per lb. Tapioca, 3d per lb. An 11lb box of the best Tea imported, Assam and Capering Souchong, 28s. An 11lb box of new season's tea, 30s. Compare this with the 25s. box of other houses. Pure lime juice, quarts, 1s 9d. Certified by the Board of Trade. Lime juice cordial, 1s 9d. Captain White's Oriental pickles, 2s 5d; Calves' foot jelly, quarts, 5s and 3s. — [417, 865, 555, 1002]
ad-text: IMPORTANT to all afflicted with Ulcers, Sores, or Wounds of any description. — "SAXES' PATENT BRITISH REMEDIES" prepared only by Mrs Burns (daughter of the late Mr Saxe), Christchurch. Warranted to cure Burns, Scalds, Cuts, or Wounds of any kind, etc., of ever so long standing. Red Ointment, a certain cure for Ulcers; Green Ointment, a certain cure for Scrofula or King's Evil; White Ointment, a certain cure for Swellings or Inflammation in any part of the body; also, Foundation Ointment, etc. Lowest prices. Sold by all Chemists. — [838, 509, 970, 637]
ad-text: THE UNDERSIGNED have received instructions from Mr W. Hamilton to offer FOR SALE, BY PRIVATE TREATY, His farm at Anama, containing — [141, 643, 275, 680]
ad-headline: Summer Fashions. — [593, 961, 663, 1001]
ad-text: Has now become the favorite means of PROCURING FARM HANDS Of all descriptions. Skilled Laborers or Ordinary Hands can be obtained at the Shortest Notice. The success of this institution is no doubt due to the fact that the Manager's time is not taken up with Hotel or any other business, and he is able to devote all his energies in the interest of his employers. The Office is situated in LICHFIELD STREET, CHRISTCHURCH (Next to T. Roose, Ironmongers, the Signboard can be easily seen from Colombo Street). — [561, 680, 695, 799]
ad-text: TO LET. — A four-roomed HOUSE in Cass street. POYNTZ & CO. — [141, 1089, 275, 1108]
column-divider — [557, 33, 558, 1385]
ad-text: TO LET. — [141, 180, 172, 190]
ad-text: TAILORS AND CLOTHIERS. — [298, 1032, 394, 1042]
